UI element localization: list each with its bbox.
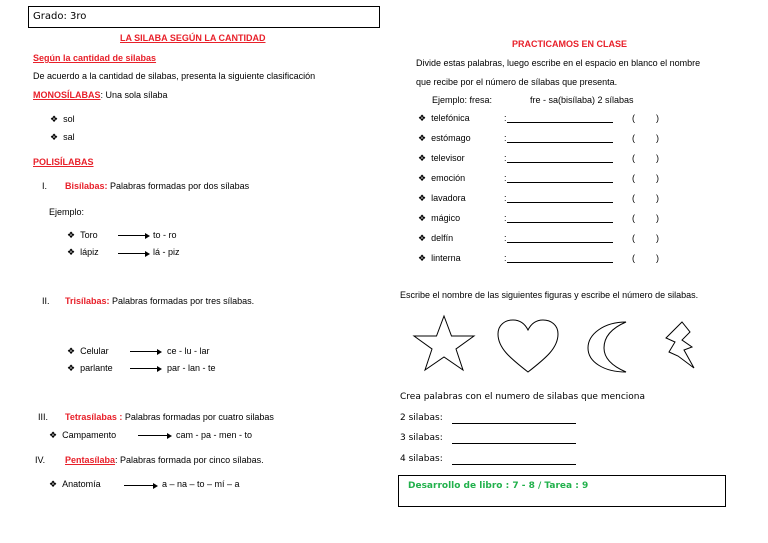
homework-text: Desarrollo de libro : 7 - 8 / Tarea : 9 [408, 481, 589, 491]
syllable-split: par - lan - te [167, 363, 216, 373]
list-item: ❖ Celular [67, 346, 109, 356]
create-instruction: Crea palabras con el numero de silabas que menciona [400, 392, 646, 402]
list-item: ❖ Toro [67, 230, 98, 240]
list-item: ❖ parlante [67, 363, 113, 373]
mono-desc: : Una sola sílaba [100, 90, 168, 100]
trisilabas-num: II. [42, 296, 50, 306]
paren-open: ( [632, 253, 635, 263]
syllable-split: to - ro [153, 230, 177, 240]
answer-blank[interactable] [507, 262, 613, 263]
diamond-bullet-icon: ❖ [418, 133, 427, 143]
example-label: Ejemplo: fresa: [432, 95, 493, 105]
mono-heading [33, 90, 168, 100]
answer-blank[interactable] [507, 162, 613, 163]
colon: : [504, 233, 507, 243]
word-row: ❖ delfín [418, 233, 454, 243]
paren-open: ( [632, 153, 635, 163]
paren-open: ( [632, 113, 635, 123]
answer-blank[interactable] [507, 242, 613, 243]
syllable-split: ce - lu - lar [167, 346, 210, 356]
paren-close: ) [656, 153, 659, 163]
diamond-bullet-icon: ❖ [50, 114, 59, 124]
tetrasilabas-num: III. [38, 412, 49, 422]
paren-close: ) [656, 193, 659, 203]
word-row: ❖ televisor [418, 153, 465, 163]
grade-box [28, 6, 380, 28]
lightning-icon [662, 320, 702, 370]
diamond-bullet-icon: ❖ [67, 247, 76, 257]
example-label: Ejemplo: [49, 207, 85, 217]
colon: : [504, 173, 507, 183]
homework-box [398, 475, 726, 507]
diamond-bullet-icon: ❖ [49, 479, 58, 489]
syllable-split: a – na – to – mí – a [162, 479, 240, 489]
diamond-bullet-icon: ❖ [67, 346, 76, 356]
mono-label: MONOSÍLABAS [33, 90, 101, 100]
bisilabas-num: I. [42, 181, 48, 191]
diamond-bullet-icon: ❖ [418, 233, 427, 243]
word-row: ❖ mágico [418, 213, 461, 223]
diamond-bullet-icon: ❖ [418, 213, 427, 223]
intro-text: De acuerdo a la cantidad de silabas, presenta la siguiente clasificación [33, 71, 316, 81]
pentasilaba-num: IV. [35, 455, 46, 465]
colon: : [504, 133, 507, 143]
colon: : [504, 253, 507, 263]
page-title: LA SILABA SEGÚN LA CANTIDAD [120, 33, 266, 43]
diamond-bullet-icon: ❖ [418, 193, 427, 203]
diamond-bullet-icon: ❖ [418, 173, 427, 183]
paren-close: ) [656, 233, 659, 243]
trisilabas-heading: Trisílabas: Palabras formadas por tres sílabas. [65, 296, 255, 306]
moon-icon [582, 318, 632, 374]
paren-open: ( [632, 133, 635, 143]
tetrasilabas-heading: Tetrasílabas : Palabras formadas por cuatro silabas [65, 412, 274, 422]
instruction-line-2: que recibe por el número de sílabas que presenta. [416, 77, 618, 87]
diamond-bullet-icon: ❖ [418, 113, 427, 123]
diamond-bullet-icon: ❖ [67, 230, 76, 240]
arrow-icon [130, 368, 158, 369]
syllable-split: cam - pa - men - to [176, 430, 253, 440]
arrow-icon [118, 253, 146, 254]
answer-blank[interactable] [507, 202, 613, 203]
star-icon [408, 314, 480, 372]
diamond-bullet-icon: ❖ [50, 132, 59, 142]
create-blank[interactable] [452, 464, 576, 465]
word-row: ❖ lavadora [418, 193, 466, 203]
paren-close: ) [656, 213, 659, 223]
grade-label: Grado: 3ro [33, 11, 87, 22]
list-item: ❖ lápiz [67, 247, 99, 257]
arrow-icon [124, 485, 154, 486]
answer-blank[interactable] [507, 182, 613, 183]
create-blank[interactable] [452, 423, 576, 424]
list-item: ❖ sal [50, 132, 75, 142]
arrow-icon [130, 351, 158, 352]
bisilabas-heading: Bisílabas: Palabras formadas por dos sílabas [65, 181, 250, 191]
word-row: ❖ emoción [418, 173, 466, 183]
arrow-icon [138, 435, 168, 436]
word-row: ❖ linterna [418, 253, 461, 263]
paren-open: ( [632, 233, 635, 243]
colon: : [504, 193, 507, 203]
diamond-bullet-icon: ❖ [418, 253, 427, 263]
word-row: ❖ telefónica [418, 113, 470, 123]
poli-heading: POLISÍLABAS [33, 157, 94, 167]
list-item: ❖ Campamento [49, 430, 117, 440]
paren-open: ( [632, 173, 635, 183]
arrow-icon [118, 235, 146, 236]
create-blank[interactable] [452, 443, 576, 444]
answer-blank[interactable] [507, 222, 613, 223]
practice-title: PRACTICAMOS EN CLASE [512, 39, 628, 49]
figures-instruction: Escribe el nombre de las siguientes figuras y escribe el número de silabas. [400, 290, 699, 300]
create-label-3: 3 silabas: [400, 433, 443, 443]
list-item: ❖ Anatomía [49, 479, 101, 489]
paren-open: ( [632, 193, 635, 203]
create-label-2: 2 silabas: [400, 413, 443, 423]
diamond-bullet-icon: ❖ [418, 153, 427, 163]
example-split: fre - sa(bisílaba) 2 sílabas [530, 95, 634, 105]
subtitle: Según la cantidad de silabas [33, 53, 157, 63]
paren-close: ) [656, 133, 659, 143]
paren-open: ( [632, 213, 635, 223]
colon: : [504, 113, 507, 123]
create-label-4: 4 silabas: [400, 454, 443, 464]
colon: : [504, 213, 507, 223]
paren-close: ) [656, 253, 659, 263]
paren-close: ) [656, 113, 659, 123]
diamond-bullet-icon: ❖ [67, 363, 76, 373]
syllable-split: lá - piz [153, 247, 180, 257]
answer-blank[interactable] [507, 142, 613, 143]
pentasilaba-heading: Pentasílaba: Palabras formada por cinco sílabas. [65, 455, 264, 465]
instruction-line-1: Divide estas palabras, luego escribe en el espacio en blanco el nombre [416, 58, 701, 68]
diamond-bullet-icon: ❖ [49, 430, 58, 440]
colon: : [504, 153, 507, 163]
paren-close: ) [656, 173, 659, 183]
answer-blank[interactable] [507, 122, 613, 123]
heart-icon [496, 318, 560, 374]
list-item: ❖ sol [50, 114, 75, 124]
word-row: ❖ estómago [418, 133, 471, 143]
